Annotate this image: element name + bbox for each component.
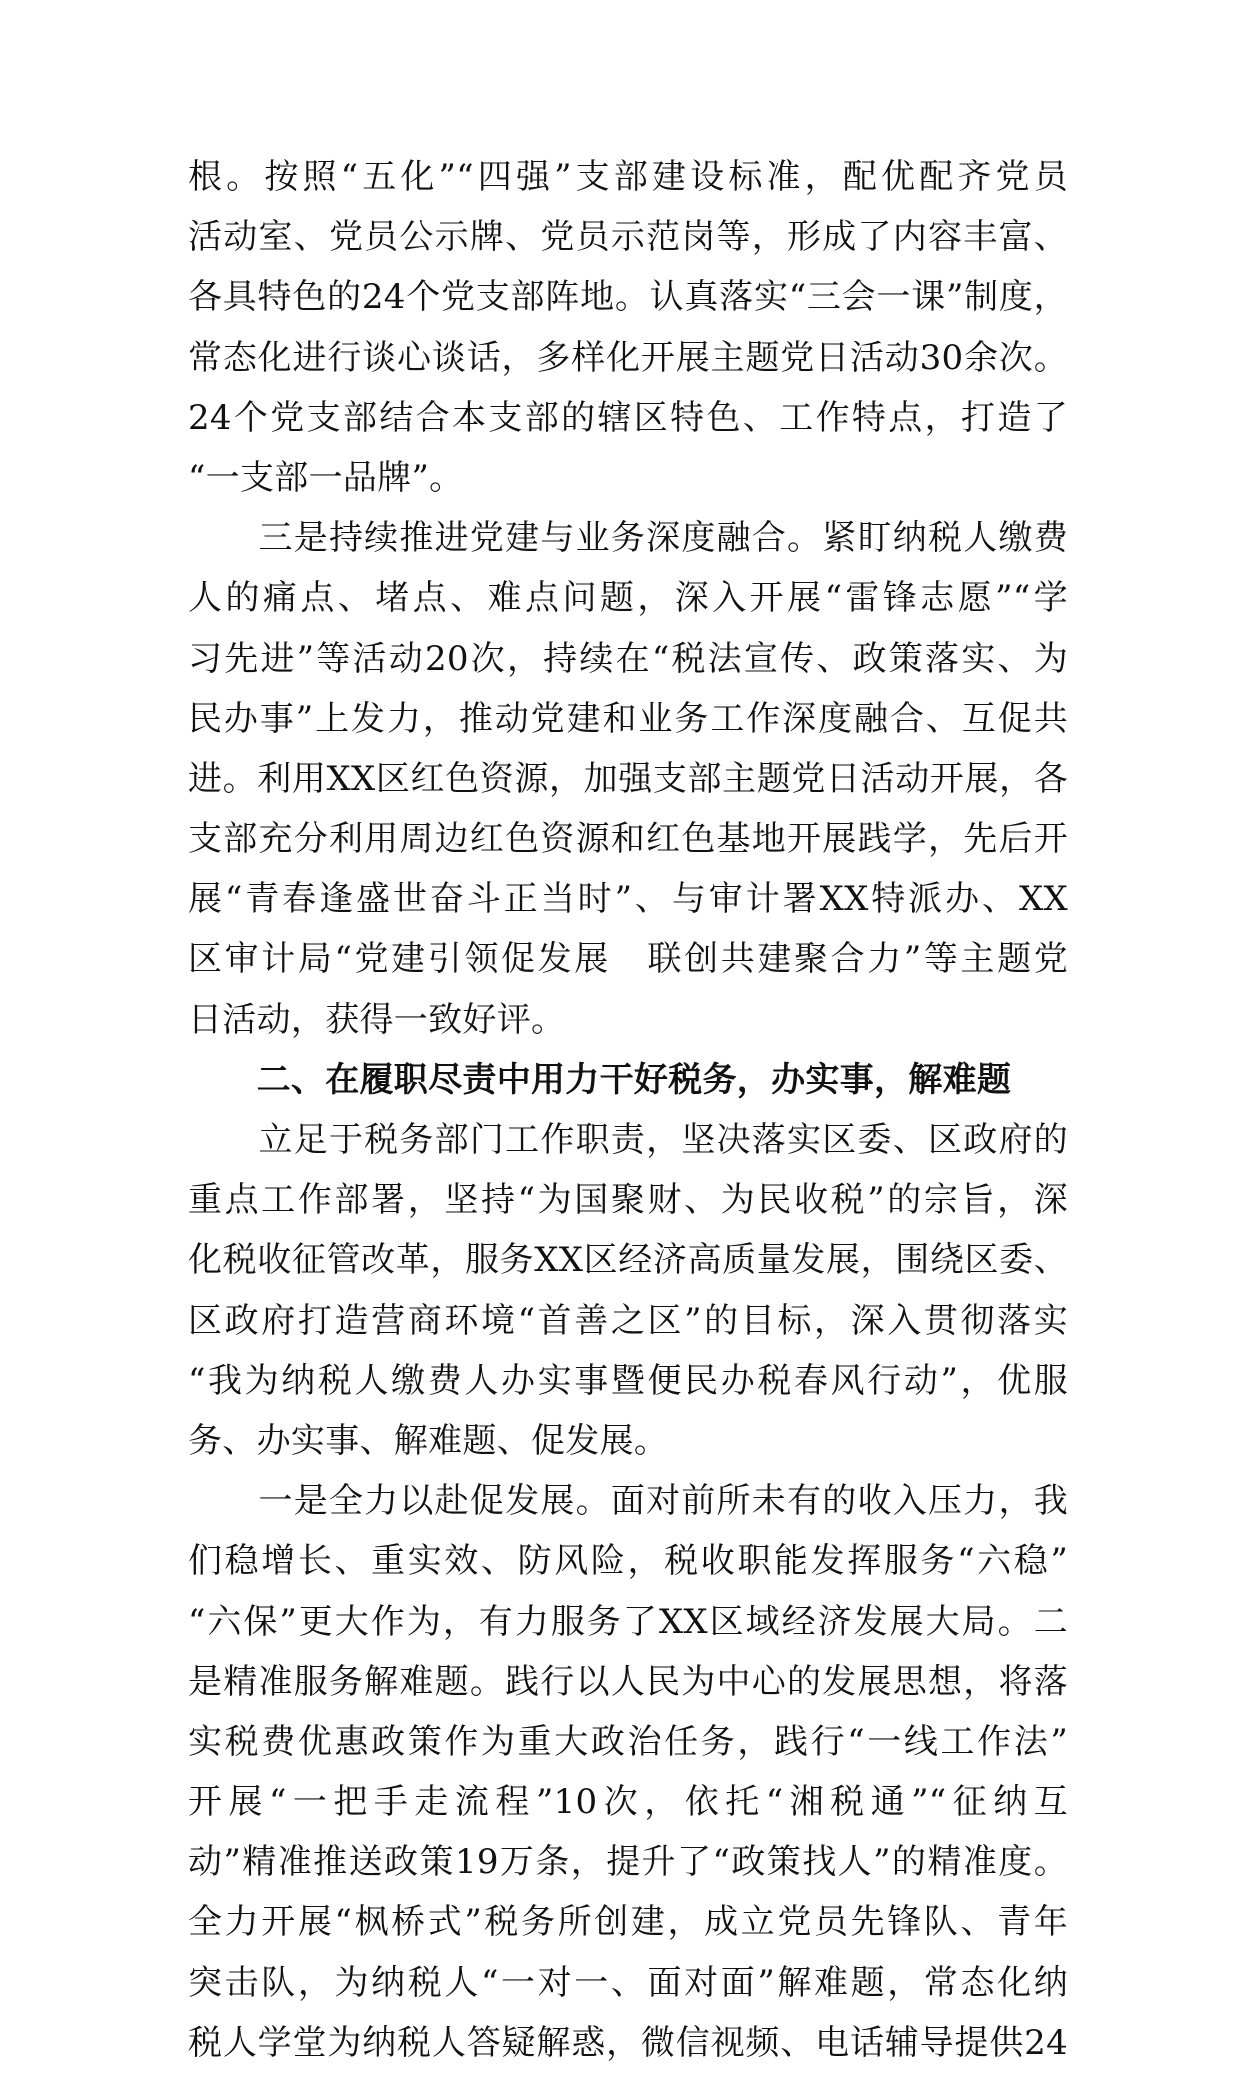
text-line: 支部充分利用周边红色资源和红色基地开展践学，先后开	[188, 819, 1068, 860]
text-line: 是精准服务解难题。践行以人民为中心的发展思想，将落	[188, 1661, 1068, 1702]
text-line: 各具特色的24个党支部阵地。认真落实“三会一课”制度，	[188, 277, 1068, 318]
document-body	[188, 147, 1068, 2073]
text-line: 习先进”等活动20次，持续在“税法宣传、政策落实、为	[188, 638, 1068, 679]
text-line: 税人学堂为纳税人答疑解惑，微信视频、电话辅导提供24	[188, 2022, 1068, 2063]
text-line: 区审计局“党建引领促发展 联创共建聚合力”等主题党	[188, 939, 1068, 980]
text-line: 三是持续推进党建与业务深度融合。紧盯纳税人缴费	[188, 518, 1068, 559]
text-line: 常态化进行谈心谈话，多样化开展主题党日活动30余次。	[188, 337, 1068, 378]
text-line: 人的痛点、堵点、难点问题，深入开展“雷锋志愿”“学	[188, 578, 1068, 619]
text-line: 实税费优惠政策作为重大政治任务，践行“一线工作法”	[188, 1721, 1068, 1762]
text-line: 活动室、党员公示牌、党员示范岗等，形成了内容丰富、	[188, 217, 1068, 258]
text-line: 民办事”上发力，推动党建和业务工作深度融合、互促共	[188, 698, 1068, 739]
text-line: 24个党支部结合本支部的辖区特色、工作特点，打造了	[188, 397, 1068, 438]
text-line: 化税收征管改革，服务XX区经济高质量发展，围绕区委、	[188, 1240, 1068, 1281]
text-line: 突击队，为纳税人“一对一、面对面”解难题，常态化纳	[188, 1962, 1068, 2003]
text-line: 展“青春逢盛世奋斗正当时”、与审计署XX特派办、XX	[188, 879, 1068, 920]
text-line: 根。按照“五化”“四强”支部建设标准，配优配齐党员	[188, 157, 1068, 197]
text-line: 一是全力以赴促发展。面对前所未有的收入压力，我	[188, 1481, 1068, 1522]
text-line: 开展“一把手走流程”10次，依托“湘税通”“征纳互	[188, 1782, 1068, 1823]
text-line: 重点工作部署，坚持“为国聚财、为民收税”的宗旨，深	[188, 1180, 1068, 1221]
text-line: 全力开展“枫桥式”税务所创建，成立党员先锋队、青年	[188, 1902, 1068, 1943]
text-line: 动”精准推送政策19万条，提升了“政策找人”的精准度。	[188, 1842, 1068, 1883]
section-heading: 二、在履职尽责中用力干好税务，办实事，解难题	[188, 1059, 1012, 1100]
text-line: “我为纳税人缴费人办实事暨便民办税春风行动”，优服	[188, 1360, 1068, 1401]
text-line: 务、办实事、解难题、促发展。	[188, 1420, 669, 1461]
text-line: 区政府打造营商环境“首善之区”的目标，深入贯彻落实	[188, 1300, 1068, 1341]
text-line: “一支部一品牌”。	[188, 457, 464, 498]
text-line: 们稳增长、重实效、防风险，税收职能发挥服务“六稳”	[188, 1541, 1068, 1582]
text-line: 日活动，获得一致好评。	[188, 999, 566, 1040]
text-line: “六保”更大作为，有力服务了XX区域经济发展大局。二	[188, 1601, 1068, 1642]
text-line: 立足于税务部门工作职责，坚决落实区委、区政府的	[188, 1120, 1068, 1160]
text-line: 进。利用XX区红色资源，加强支部主题党日活动开展，各	[188, 758, 1068, 799]
